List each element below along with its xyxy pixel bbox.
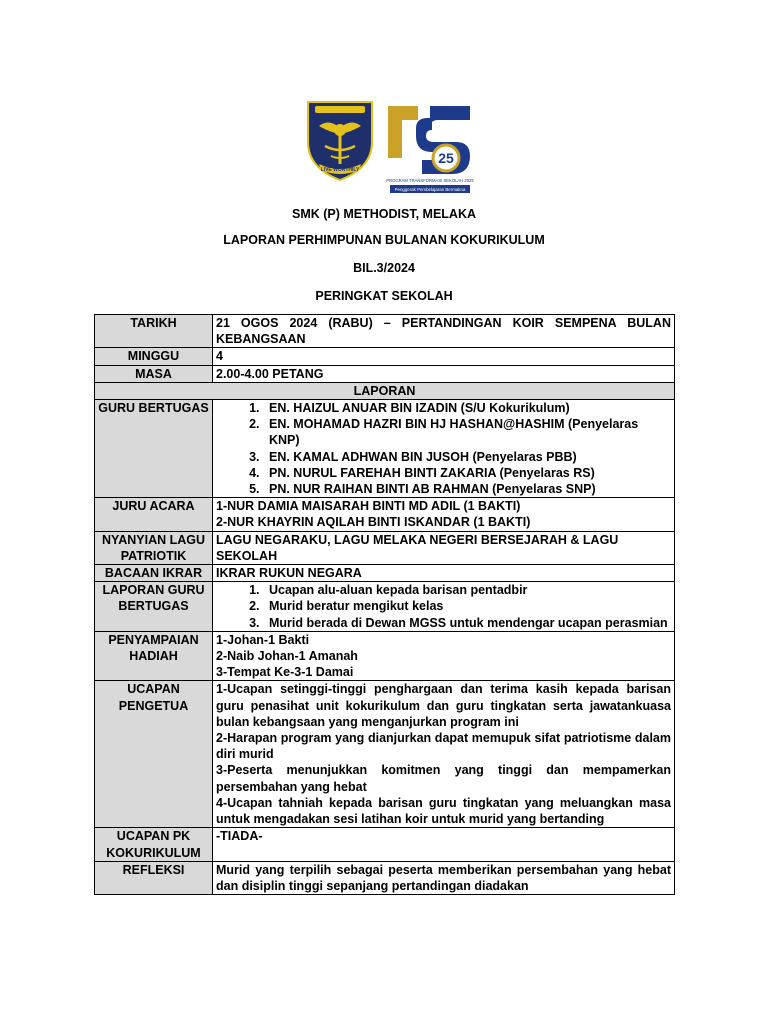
ucapan-pengetua-value (213, 681, 675, 828)
row-bacaan-ikrar (95, 565, 675, 582)
label-line: PENYAMPAIAN (108, 632, 199, 647)
nyanyian-value: LAGU NEGARAKU, LAGU MELAKA NEGERI BERSEJARAH & LAGU SEKOLAH (213, 531, 675, 564)
tarikh-label: TARIKH (95, 315, 213, 348)
paragraph: 1-Ucapan setinggi-tinggi penghargaan dan terima kasih kepada barisan guru penasihat unit kokurikulum dan guru tingkatan serta jawatankuasa bulan kebangsaan yang menganjurkan program ini (216, 682, 671, 729)
school-name: SMK (P) METHODIST, MELAKA (291, 207, 477, 221)
report-title: LAPORAN PERHIMPUNAN BULANAN KOKURIKULUM (223, 233, 545, 247)
masa-label: MASA (95, 365, 213, 382)
row-ucapan-pk (95, 828, 675, 861)
crest-motto: LIVE WORTHILY (320, 167, 360, 173)
tarikh-value: 21 OGOS 2024 (RABU) – PERTANDINGAN KOIR SEMPENA BULAN KEBANGSAAN (213, 315, 675, 348)
label-line: NYANYIAN LAGU (101, 532, 206, 547)
row-laporan-guru (95, 582, 675, 632)
row-tarikh (95, 315, 675, 348)
label-line: LAPORAN GURU (102, 583, 205, 598)
text-line: 1-NUR DAMIA MAISARAH BINTI MD ADIL (1 BAKTI) (216, 499, 521, 514)
logo-bar (0, 98, 768, 194)
guru-bertugas-value (213, 400, 675, 498)
label-line: UCAPAN PK (116, 829, 191, 844)
text-line: 1-Johan-1 Bakti (216, 632, 310, 647)
paragraph: 3-Peserta menunjukkan komitmen yang tinggi dan mempamerkan persembahan yang hebat (216, 763, 671, 794)
label-line: KOKURIKULUM (106, 845, 201, 860)
text-line: 2-NUR KHAYRIN AQILAH BINTI ISKANDAR (1 BAKTI) (216, 515, 531, 530)
row-laporan-section (95, 382, 675, 399)
ts25-tagline: PROGRAM TRANSFORMASI SEKOLAH 2025 (386, 178, 474, 183)
list-item: 5. PN. NUR RAIHAN BINTI AB RAHMAN (Penyelaras SNP) (263, 481, 671, 497)
list-item: 3. Murid berada di Dewan MGSS untuk mendengar ucapan perasmian (263, 615, 671, 631)
label-line: UCAPAN (127, 682, 180, 697)
list-item: 2. EN. MOHAMAD HAZRI BIN HJ HASHAN@HASHIM (Penyelaras KNP) (263, 416, 671, 448)
ts25-slogan: Penggerak Pembelajaran Bermakna (394, 187, 466, 192)
laporan-guru-list (216, 582, 671, 631)
ts25-logo (386, 98, 474, 194)
list-item: 1. EN. HAIZUL ANUAR BIN IZADIN (S/U Kokurikulum) (263, 400, 671, 416)
paragraph: 4-Ucapan tahniah kepada barisan guru tingkatan yang meluangkan masa untuk mengadakan sesi latihan koir untuk murid yang bertanding (216, 795, 671, 827)
nyanyian-label (95, 531, 213, 564)
guru-bertugas-label: GURU BERTUGAS (95, 400, 213, 498)
school-crest-logo (305, 98, 375, 182)
laporan-section-title: LAPORAN (95, 382, 675, 399)
juru-acara-label: JURU ACARA (95, 498, 213, 531)
bacaan-ikrar-label: BACAAN IKRAR (95, 565, 213, 582)
row-juru-acara (95, 498, 675, 531)
penyampaian-value (213, 631, 675, 681)
minggu-value: 4 (213, 348, 675, 365)
label-line: BERTUGAS (118, 599, 189, 614)
report-level: PERINGKAT SEKOLAH (315, 289, 453, 303)
row-minggu (95, 348, 675, 365)
penyampaian-label (95, 631, 213, 681)
row-masa (95, 365, 675, 382)
label-line: HADIAH (129, 649, 178, 664)
report-table (94, 314, 675, 895)
laporan-guru-value (213, 582, 675, 632)
minggu-label: MINGGU (95, 348, 213, 365)
ts25-number: 25 (438, 150, 454, 166)
ucapan-pengetua-label (95, 681, 213, 828)
label-line: PATRIOTIK (120, 548, 187, 563)
label-line: PENGETUA (118, 698, 189, 713)
guru-bertugas-list (216, 400, 671, 497)
row-refleksi (95, 861, 675, 894)
laporan-guru-label (95, 582, 213, 632)
row-guru-bertugas (95, 400, 675, 498)
ucapan-pk-label (95, 828, 213, 861)
list-item: 2. Murid beratur mengikut kelas (263, 598, 671, 614)
ucapan-pk-value: -TIADA- (213, 828, 675, 861)
refleksi-label: REFLEKSI (95, 861, 213, 894)
paragraph: 2-Harapan program yang dianjurkan dapat memupuk sifat patriotisme dalam diri murid (216, 731, 671, 762)
row-nyanyian (95, 531, 675, 564)
list-item: 4. PN. NURUL FAREHAH BINTI ZAKARIA (Penyelaras RS) (263, 465, 671, 481)
row-penyampaian (95, 631, 675, 681)
juru-acara-value (213, 498, 675, 531)
report-number: BIL.3/2024 (353, 261, 415, 275)
text-line: 3-Tempat Ke-3-1 Damai (216, 665, 354, 680)
bacaan-ikrar-value: IKRAR RUKUN NEGARA (213, 565, 675, 582)
refleksi-value: Murid yang terpilih sebagai peserta memberikan persembahan yang hebat dan disiplin tinggi sepanjang pertandingan diadakan (213, 861, 675, 894)
row-ucapan-pengetua (95, 681, 675, 828)
masa-value: 2.00-4.00 PETANG (213, 365, 675, 382)
list-item: 1. Ucapan alu-aluan kepada barisan pentadbir (263, 582, 671, 598)
list-item: 3. EN. KAMAL ADHWAN BIN JUSOH (Penyelaras PBB) (263, 449, 671, 465)
text-line: 2-Naib Johan-1 Amanah (216, 649, 358, 664)
